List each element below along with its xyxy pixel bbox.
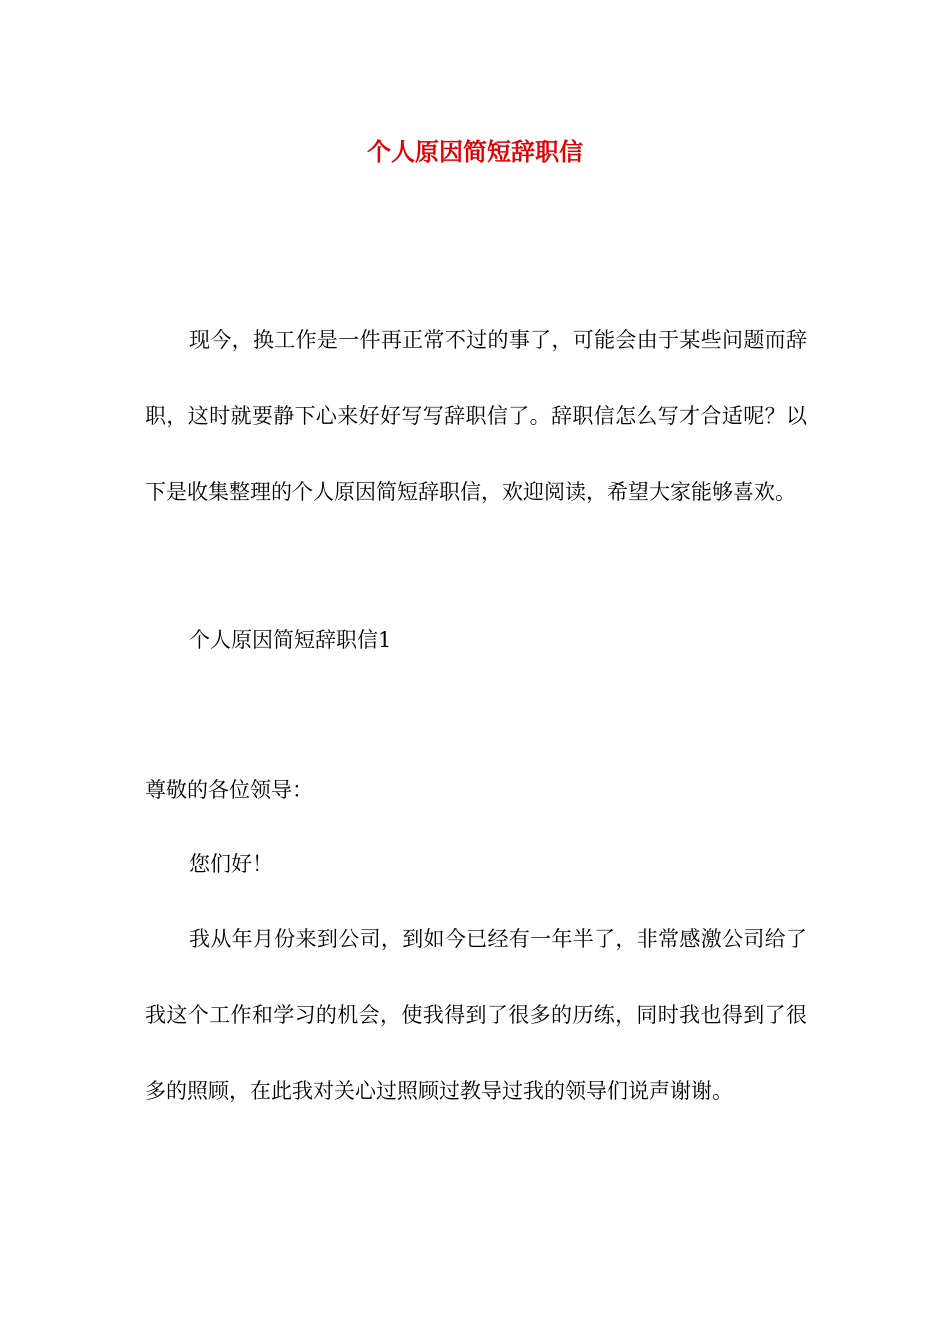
greeting: 您们好！ <box>189 852 273 876</box>
body-paragraph: 我从年月份来到公司，到如今已经有一年半了，非常感激公司给了我这个工作和学习的机会，使我得到了很多的历练，同时我也得到了很多的照顾，在此我对关心过照顾过教导过我的领导们说声谢谢。 <box>145 927 807 1103</box>
section-heading: 个人原因简短辞职信1 <box>189 628 392 652</box>
document-title: 个人原因简短辞职信 <box>367 137 583 166</box>
intro-paragraph: 现今，换工作是一件再正常不过的事了，可能会由于某些问题而辞职，这时就要静下心来好好写写辞职信了。辞职信怎么写才合适呢？以下是收集整理的个人原因简短辞职信，欢迎阅读，希望大家能够喜欢。 <box>145 328 807 504</box>
salutation: 尊敬的各位领导： <box>145 778 313 802</box>
